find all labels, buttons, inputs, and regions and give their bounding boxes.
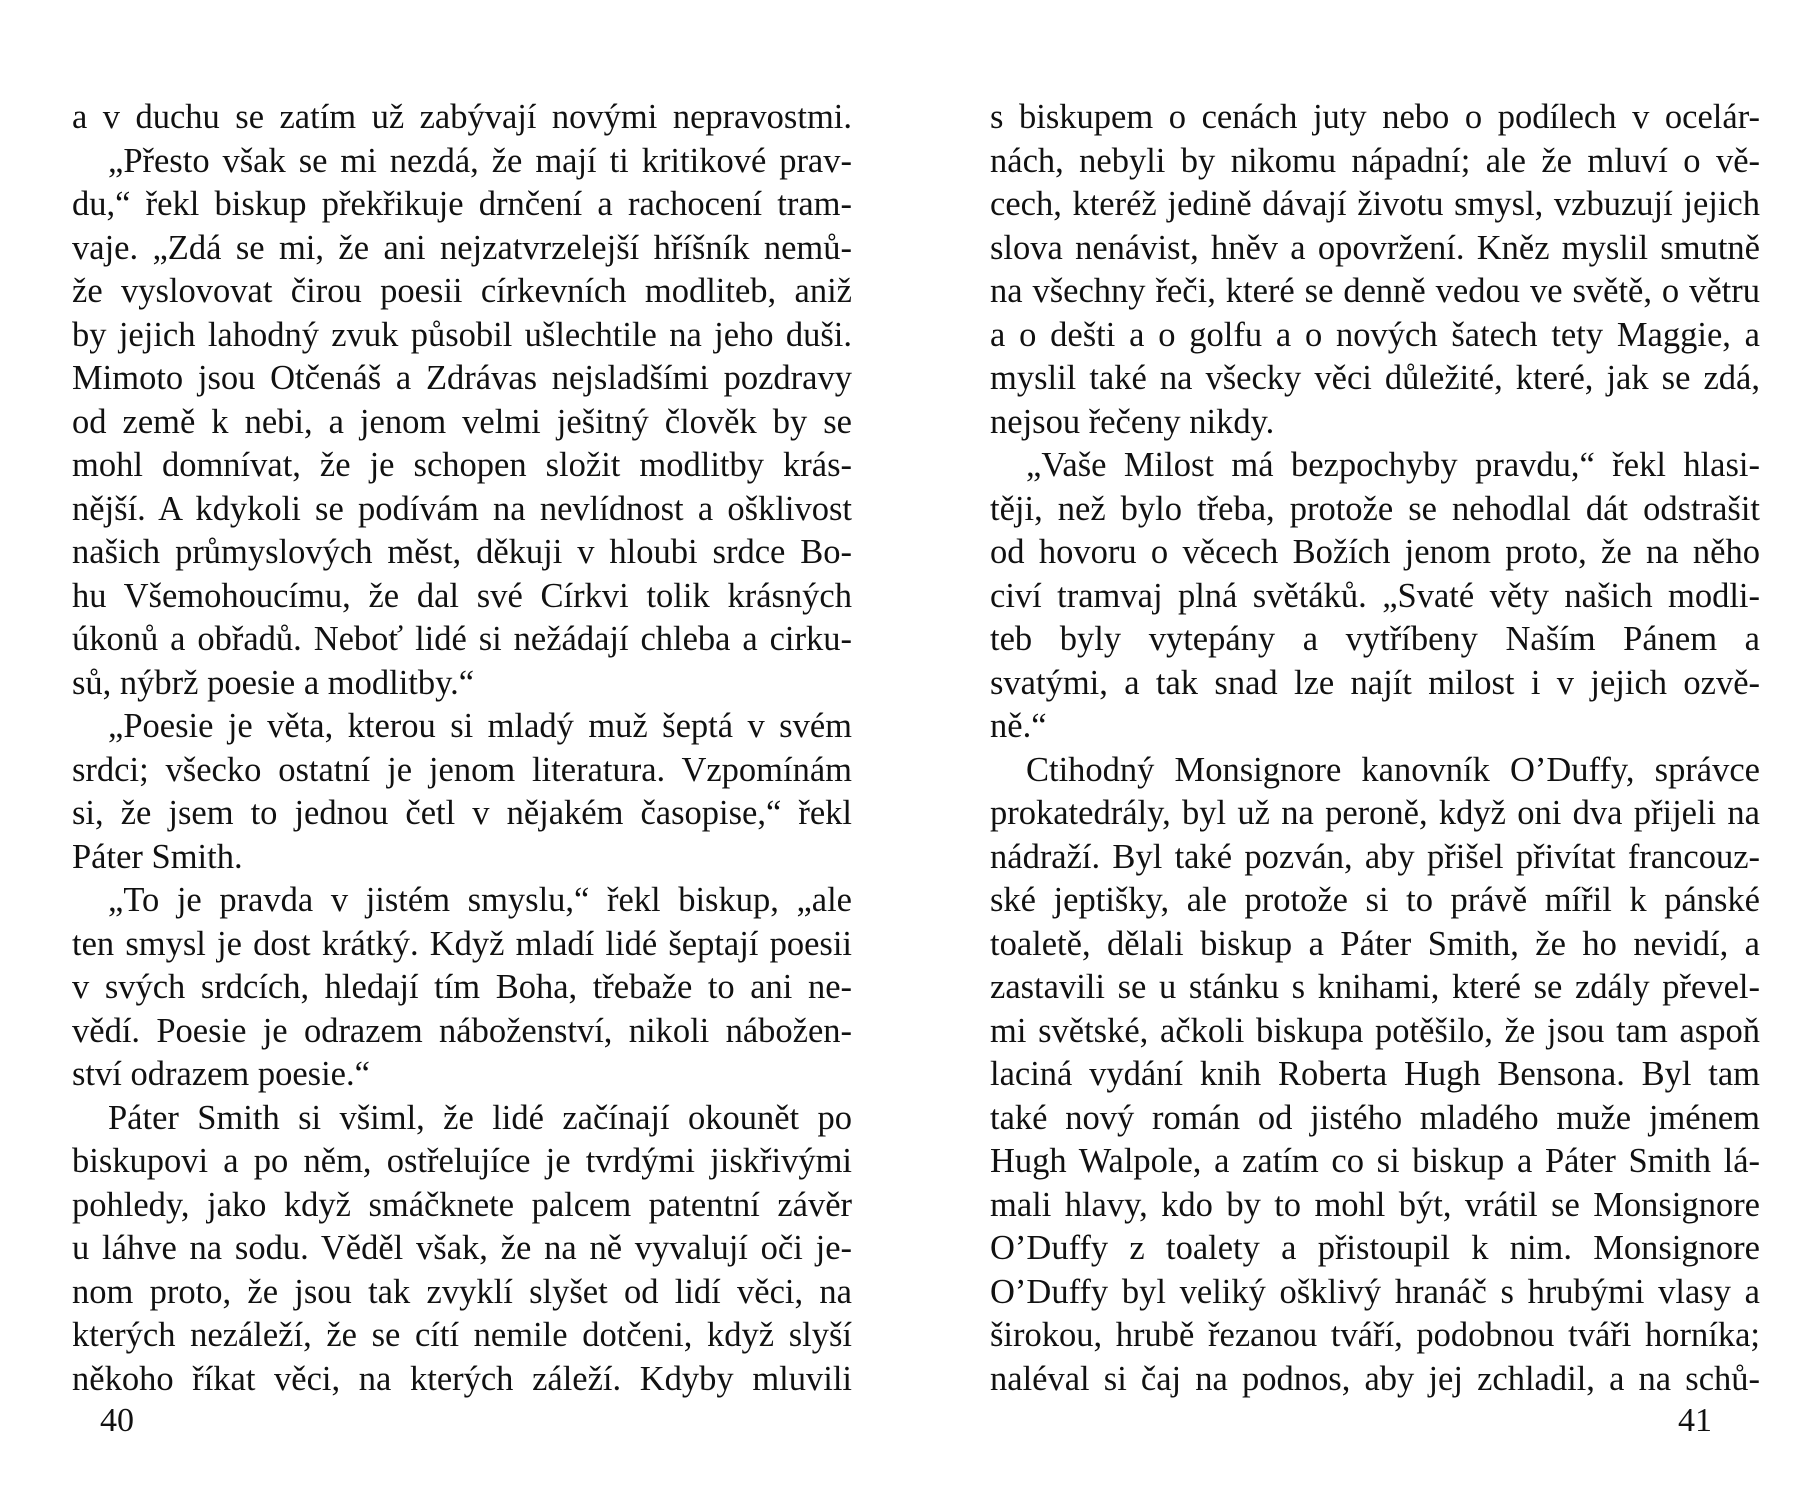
text-line: by jejich lahodný zvuk působil ušlechtile na jeho duši. — [72, 315, 852, 354]
text-line: našich průmyslových měst, děkuji v hloubi srdce Bo- — [72, 533, 852, 571]
text-line: du,“ řekl biskup překřikuje drnčení a rachocení tram- — [72, 185, 852, 223]
text-line: ství odrazem poesie.“ — [72, 1055, 370, 1093]
text-line: laciná vydání knih Roberta Hugh Bensona. Byl tam — [990, 1055, 1760, 1093]
text-line: na všechny řeči, které se denně vedou ve světě, o větru — [990, 272, 1760, 310]
text-line: slova nenávist, hněv a opovržení. Kněz myslil smutně — [990, 228, 1760, 267]
text-line: „Vaše Milost má bezpochyby pravdu,“ řekl hlasi- — [1026, 446, 1760, 484]
text-line: ně.“ — [990, 707, 1047, 745]
text-line: ten smysl je dost krátký. Když mladí lidé šeptají poesii — [72, 924, 852, 963]
text-line: zastavili se u stánku s knihami, které se zdály převel- — [990, 968, 1760, 1006]
text-line: mohl domnívat, že je schopen složit modlitby krás- — [72, 446, 852, 484]
text-line: kterých nezáleží, že se cítí nemile dotčeni, když slyší — [72, 1316, 852, 1354]
text-line: naléval si čaj na podnos, aby jej zchladil, a na schů- — [990, 1359, 1760, 1398]
text-line: hu Všemohoucímu, že dal své Církvi tolik krásných — [72, 576, 852, 615]
text-line: Hugh Walpole, a zatím co si biskup a Páter Smith lá- — [990, 1142, 1760, 1180]
text-line: myslil také na všecky věci důležité, které, jak se zdá, — [990, 359, 1760, 397]
left-page-text — [72, 96, 852, 1401]
text-line: u láhve na sodu. Věděl však, že na ně vyvalují oči je- — [72, 1229, 852, 1267]
text-line: s biskupem o cenách juty nebo o podílech v ocelár- — [990, 98, 1760, 136]
text-line: nější. A kdykoli se podívám na nevlídnost a ošklivost — [72, 489, 852, 528]
right-page-text — [990, 96, 1760, 1401]
text-line: a v duchu se zatím už zabývají novými nepravostmi. — [72, 98, 852, 136]
text-line: cech, kteréž jedině dávají životu smysl, vzbuzují jejich — [990, 185, 1760, 223]
text-line: teb byly vytepány a vytříbeny Naším Pánem a — [990, 620, 1760, 658]
text-line: mi světské, ačkoli biskupa potěšilo, že jsou tam aspoň — [990, 1011, 1760, 1050]
text-line: „To je pravda v jistém smyslu,“ řekl biskup, „ale — [108, 881, 852, 919]
text-line: někoho říkat věci, na kterých záleží. Kdyby mluvili — [72, 1359, 852, 1398]
text-line: také nový román od jistého mladého muže jménem — [990, 1098, 1760, 1137]
text-line: Mimoto jsou Otčenáš a Zdrávas nejsladšími pozdravy — [72, 359, 852, 397]
text-line: „Poesie je věta, kterou si mladý muž šeptá v svém — [108, 707, 852, 745]
text-line: pohledy, jako když smáčknete palcem patentní závěr — [72, 1185, 852, 1224]
text-line: širokou, hrubě řezanou tváří, podobnou tváři horníka; — [990, 1316, 1760, 1354]
text-line: vaje. „Zdá se mi, že ani nejzatvrzelejší hříšník nemů- — [72, 228, 852, 267]
text-line: mali hlavy, kdo by to mohl být, vrátil se Monsignore — [990, 1185, 1760, 1224]
text-line: biskupovi a po něm, ostřelujíce je tvrdými jiskřivými — [72, 1142, 852, 1180]
text-line: O’Duffy z toalety a přistoupil k nim. Monsignore — [990, 1229, 1760, 1267]
text-line: nádraží. Byl také pozván, aby přišel přivítat francouz- — [990, 837, 1760, 876]
text-line: od země k nebi, a jenom velmi ješitný člověk by se — [72, 402, 852, 441]
text-line: nejsou řečeny nikdy. — [990, 402, 1275, 441]
text-line: Páter Smith. — [72, 837, 243, 876]
page-number-left: 40 — [100, 1402, 134, 1439]
text-line: těji, než bylo třeba, protože se nehodlal dát odstrašit — [990, 489, 1760, 528]
text-line: od hovoru o věcech Božích jenom proto, že na něho — [990, 533, 1760, 571]
text-line: si, že jsem to jednou četl v nějakém časopise,“ řekl — [72, 794, 852, 832]
text-line: civí tramvaj plná světáků. „Svaté věty našich modli- — [990, 576, 1760, 615]
text-line: „Přesto však se mi nezdá, že mají ti kritikové prav- — [108, 141, 852, 180]
text-line: ské jeptišky, ale protože si to právě mířil k pánské — [990, 881, 1760, 919]
text-line: prokatedrály, byl už na peroně, když oni dva přijeli na — [990, 794, 1760, 832]
text-line: a o dešti a o golfu a o nových šatech tety Maggie, a — [990, 315, 1760, 354]
text-line: sů, nýbrž poesie a modlitby.“ — [72, 663, 475, 702]
text-line: toaletě, dělali biskup a Páter Smith, že ho nevidí, a — [990, 924, 1760, 963]
page-number-right: 41 — [1678, 1402, 1712, 1439]
text-line: v svých srdcích, hledají tím Boha, třebaže to ani ne- — [72, 968, 852, 1006]
text-line: že vyslovovat čirou poesii církevních modliteb, aniž — [72, 272, 852, 310]
text-line: nom proto, že jsou tak zvyklí slyšet od lidí věci, na — [72, 1272, 852, 1311]
text-line: úkonů a obřadů. Neboť lidé si nežádají chleba a cirku- — [72, 620, 852, 658]
text-line: nách, nebyli by nikomu nápadní; ale že mluví o vě- — [990, 141, 1760, 180]
text-line: Ctihodný Monsignore kanovník O’Duffy, správce — [1026, 750, 1760, 789]
text-line: Páter Smith si všiml, že lidé začínají okounět po — [108, 1098, 852, 1137]
text-line: svatými, a tak snad lze najít milost i v jejich ozvě- — [990, 663, 1760, 702]
text-line: srdci; všecko ostatní je jenom literatura. Vzpomínám — [72, 750, 852, 789]
text-line: O’Duffy byl veliký ošklivý hranáč s hrubými vlasy a — [990, 1272, 1760, 1311]
text-line: vědí. Poesie je odrazem náboženství, nikoli nábožen- — [72, 1011, 852, 1050]
